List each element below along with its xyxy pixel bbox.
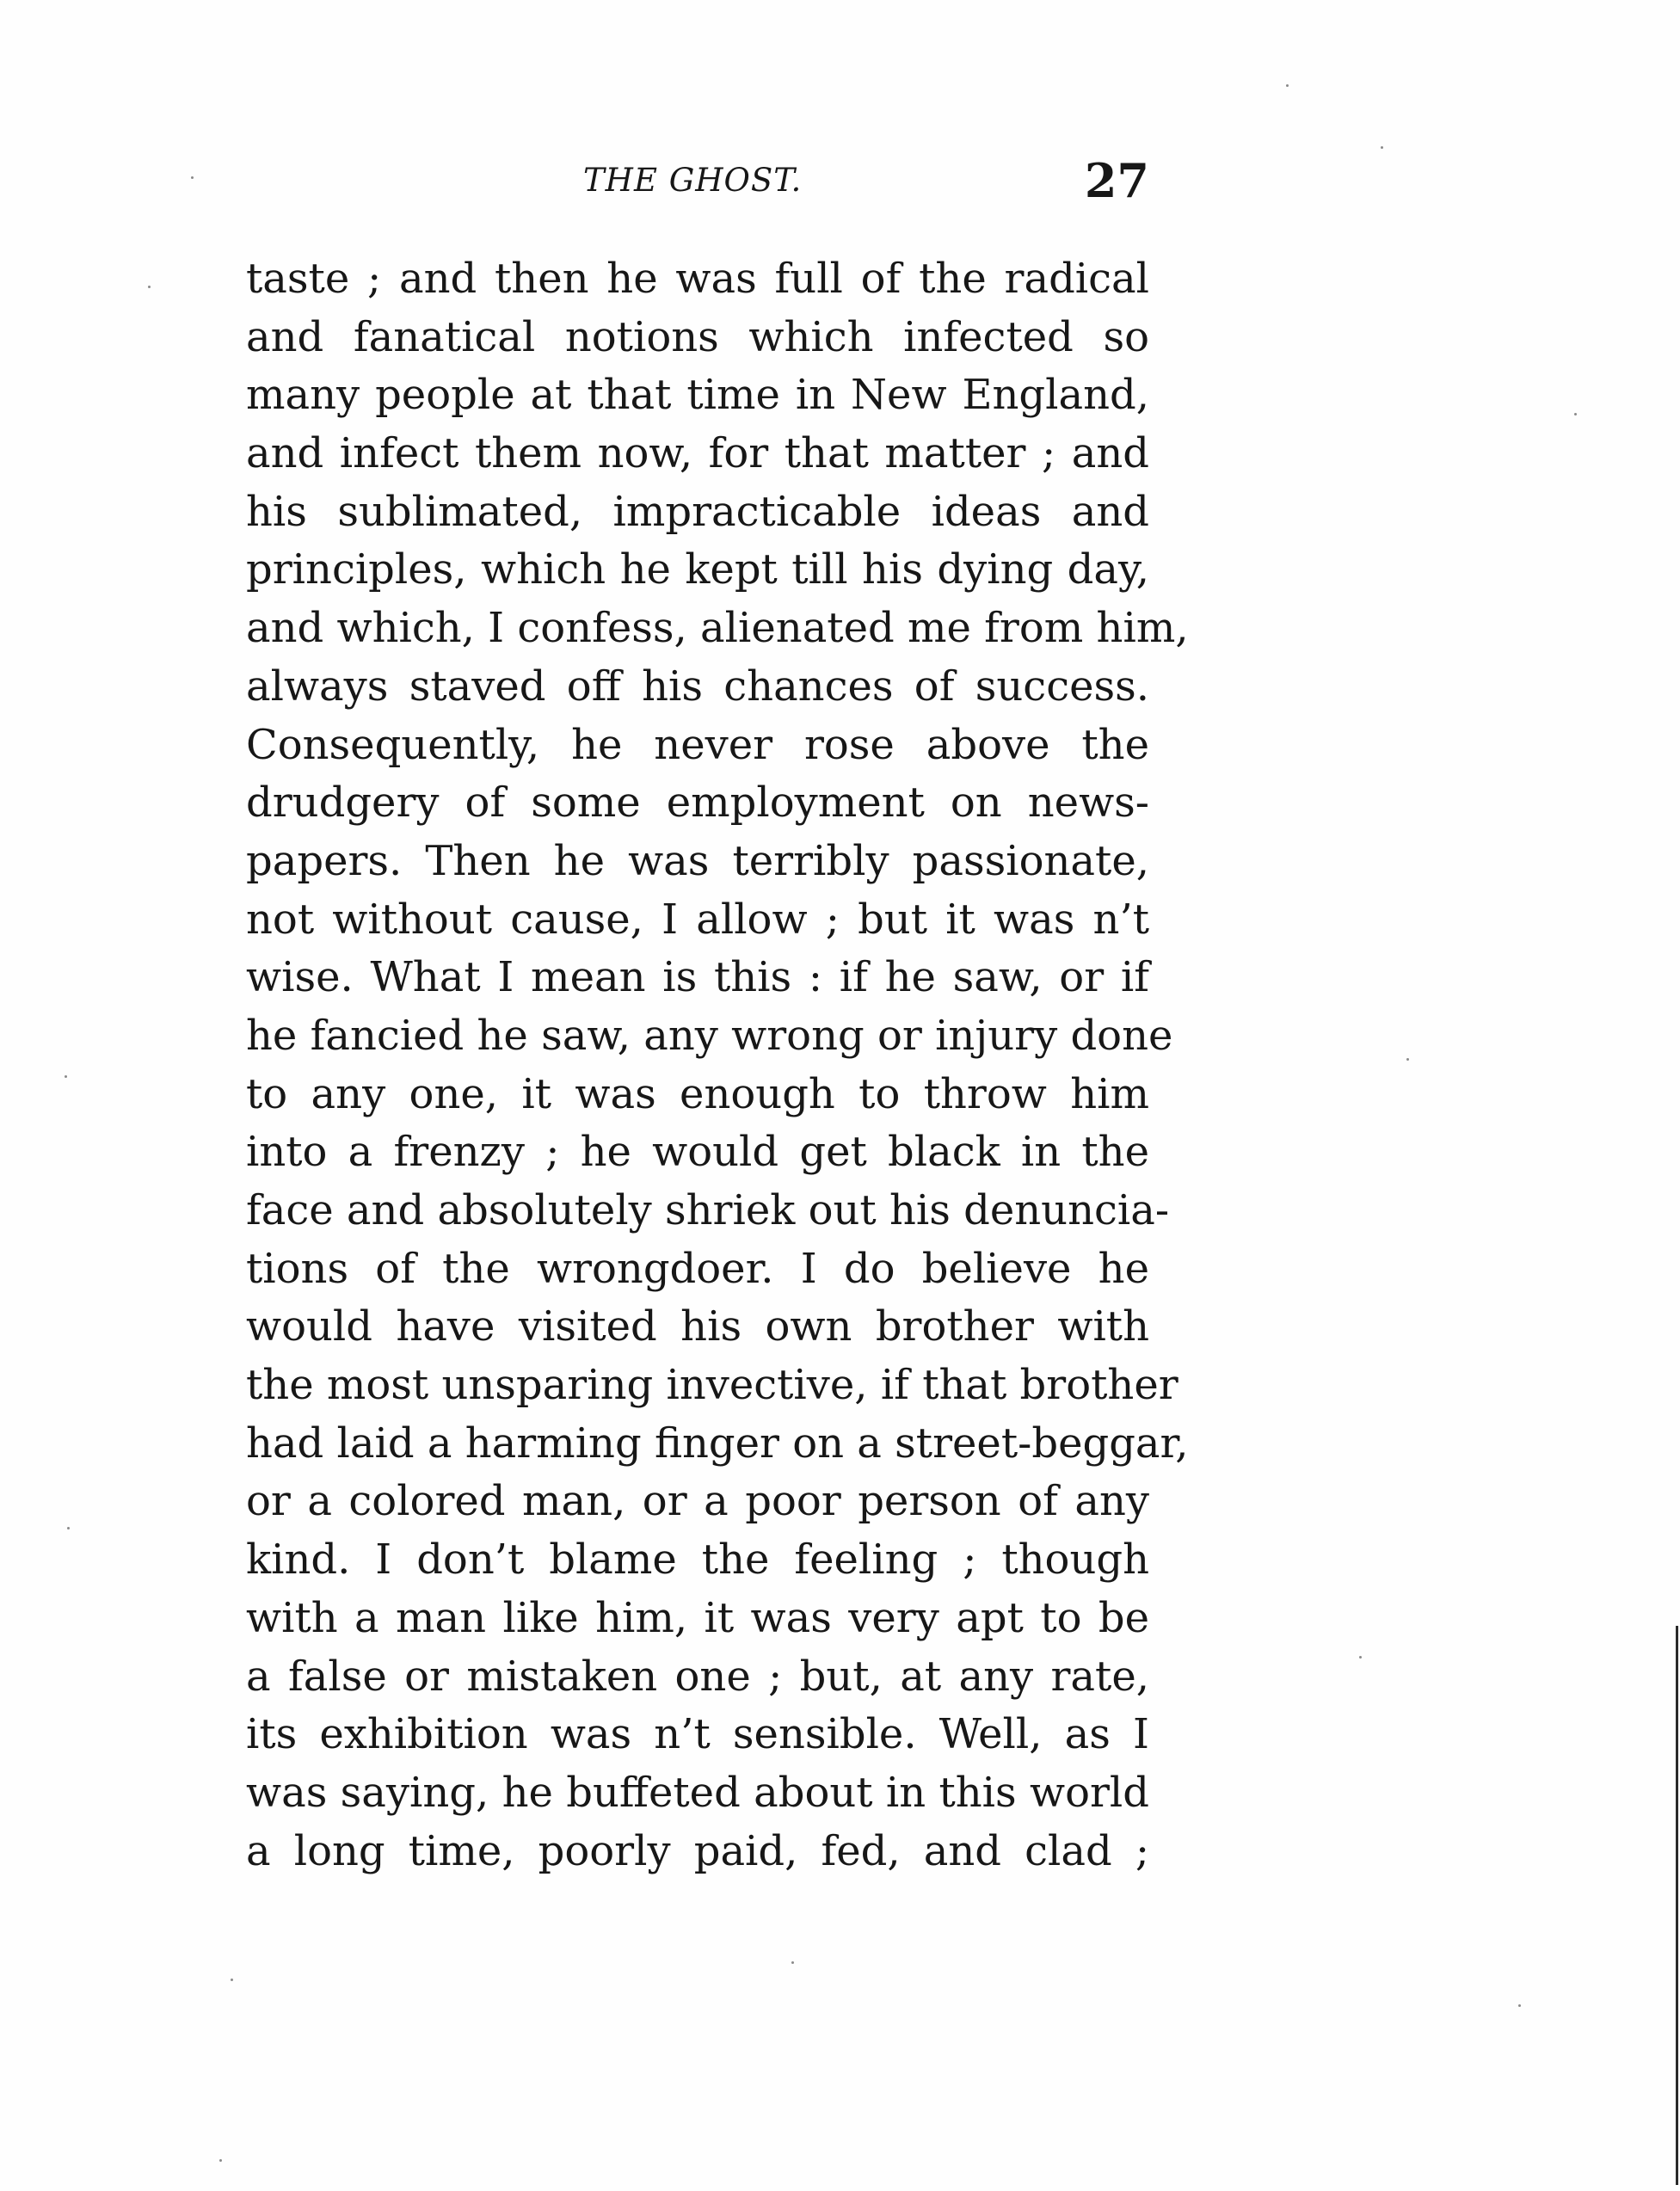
text-line: tions of the wrongdoer. I do believe he xyxy=(246,1244,1149,1293)
scan-speck xyxy=(219,2159,222,2162)
text-line: its exhibition was n’t sensible. Well, as I xyxy=(246,1710,1149,1759)
text-line: always staved off his chances of success. xyxy=(246,662,1149,711)
text-line: taste ; and then he was full of the radical xyxy=(246,255,1149,303)
scan-speck xyxy=(1359,1656,1362,1659)
body-text xyxy=(246,250,1189,1880)
text-line: would have visited his own brother with xyxy=(246,1302,1149,1351)
page-edge-shadow xyxy=(1676,1626,1678,2185)
text-line: had laid a harming finger on a street-beggar, xyxy=(246,1419,1189,1468)
text-line: papers. Then he was terribly passionate, xyxy=(246,836,1149,885)
text-line: the most unsparing invective, if that brother xyxy=(246,1361,1178,1410)
scan-speck xyxy=(65,1075,67,1078)
text-line: into a frenzy ; he would get black in the xyxy=(246,1128,1149,1177)
text-line: drudgery of some employment on news- xyxy=(246,779,1149,828)
text-line: he fancied he saw, any wrong or injury done xyxy=(246,1011,1173,1060)
text-line: was saying, he buffeted about in this world xyxy=(246,1768,1149,1817)
text-line: principles, which he kept till his dying day, xyxy=(246,545,1149,594)
text-line: and which, I confess, alienated me from him, xyxy=(246,604,1189,653)
text-line: Consequently, he never rose above the xyxy=(246,720,1149,769)
running-head xyxy=(246,153,1149,222)
scan-speck xyxy=(1406,1058,1409,1061)
scan-speck xyxy=(191,176,194,179)
text-line: kind. I don’t blame the feeling ; though xyxy=(246,1536,1149,1585)
scan-speck xyxy=(231,1979,233,1981)
text-line: a long time, poorly paid, fed, and clad ; xyxy=(246,1826,1149,1875)
scan-speck xyxy=(67,1527,70,1529)
text-line: wise. What I mean is this : if he saw, or if xyxy=(246,953,1149,1002)
text-line: to any one, it was enough to throw him xyxy=(246,1069,1149,1118)
page-number: 27 xyxy=(1084,153,1149,208)
text-line: his sublimated, impracticable ideas and xyxy=(246,487,1149,536)
text-line: and fanatical notions which infected so xyxy=(246,312,1149,361)
running-title: THE GHOST. xyxy=(583,162,803,199)
scan-speck xyxy=(148,286,151,288)
text-line: not without cause, I allow ; but it was n’t xyxy=(246,895,1149,944)
text-line: many people at that time in New England, xyxy=(246,371,1149,420)
scan-speck xyxy=(791,1961,794,1964)
text-line: with a man like him, it was very apt to be xyxy=(246,1593,1149,1642)
scan-speck xyxy=(1574,413,1577,415)
text-line: or a colored man, or a poor person of any xyxy=(246,1477,1149,1526)
text-line: a false or mistaken one ; but, at any rate, xyxy=(246,1652,1149,1701)
scan-speck xyxy=(1518,2004,1521,2007)
scan-speck xyxy=(1286,84,1289,87)
text-line: and infect them now, for that matter ; and xyxy=(246,429,1149,478)
text-line: face and absolutely shriek out his denuncia- xyxy=(246,1186,1170,1234)
scan-speck xyxy=(1381,146,1383,149)
